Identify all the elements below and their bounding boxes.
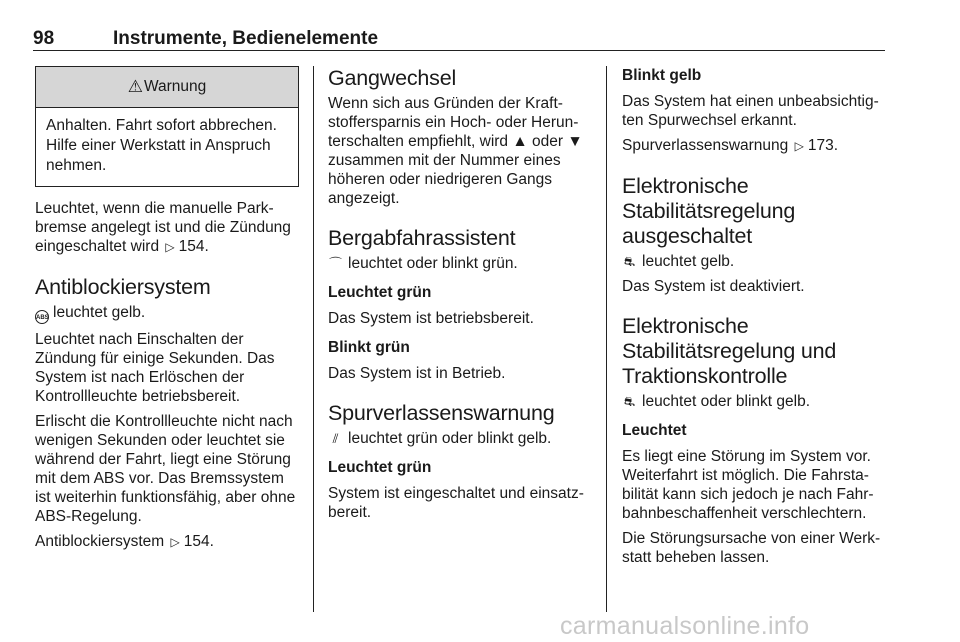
watermark: carmanualsonline.info: [560, 612, 810, 640]
warning-box: [35, 66, 299, 187]
abs-warning-icon: ABS: [35, 310, 49, 324]
section-heading-esp-traction: Elektronische Stabilitätsregelung und Traktionskontrolle: [622, 314, 837, 388]
column-divider: [313, 66, 314, 612]
column-divider: [606, 66, 607, 612]
warning-header: [36, 67, 298, 108]
column-right: [622, 66, 887, 573]
esp-traction-icon: ⛐: [623, 394, 636, 409]
abs-status: ABS leuchtet gelb.: [35, 303, 299, 324]
abs-paragraph-2: Erlischt die Kontrollleuchte nicht nach wenigen Sekunden oder leuchtet sie während der Fahrt, liegt eine Störung mit dem ABS vor. Das Bremssystem ist weiterhin funktionsfähig, aber ohne ABS-Regelung.: [35, 413, 296, 525]
abs-reference: Antiblockiersystem ▷ 154.: [35, 533, 214, 550]
page-reference[interactable]: 154.: [178, 238, 209, 255]
section-heading-hill-descent: Bergabfahrassistent: [328, 226, 516, 250]
section-heading-gear-shift: Gangwechsel: [328, 66, 457, 90]
parking-brake-paragraph: Leuchtet, wenn die manuelle Park-bremse angelegt ist und die Zündung eingeschaltet wird ▷ 154.: [35, 200, 291, 255]
section-heading-abs: Antiblockiersystem: [35, 275, 211, 299]
page-number: 98: [33, 28, 55, 49]
arrow-up-icon: ▲: [512, 133, 528, 150]
chapter-title: Instrumente, Bedienelemente: [113, 28, 379, 49]
page-reference-icon: ▷: [165, 240, 175, 254]
section-heading-esp-off: Elektronische Stabilitätsregelung ausgeschaltet: [622, 174, 796, 248]
page-reference[interactable]: 173.: [807, 137, 839, 154]
lights-text-1: Es liegt eine Störung im System vor. Weiterfahrt ist möglich. Die Fahrsta-bilität kann sich jedoch je nach Fahr-bahnbeschaffenheit verschlechtern.: [622, 448, 874, 522]
hill-descent-icon: ⌒: [328, 256, 342, 271]
flashes-yellow-text: Das System hat einen unbeabsichtig-ten Spurwechsel erkannt.: [622, 93, 879, 129]
page-header: [33, 22, 885, 51]
page-reference[interactable]: 154.: [183, 533, 214, 550]
lane-departure-icon: ⫽: [332, 431, 339, 446]
esp-off-text: Das System ist deaktiviert.: [622, 278, 805, 295]
page-reference-icon: ▷: [794, 139, 804, 153]
lights-green-text-2: System ist eingeschaltet und einsatz-bereit.: [328, 485, 584, 521]
subheading-lights-green-2: Leuchtet grün: [328, 459, 432, 476]
lights-green-text: Das System ist betriebsbereit.: [328, 310, 534, 327]
subheading-lights: Leuchtet: [622, 422, 687, 439]
abs-paragraph-1: Leuchtet nach Einschalten der Zündung für einige Sekunden. Das System ist nach Erlöschen der Kontrollleuchte betriebsbereit.: [35, 331, 275, 405]
warning-text: Anhalten. Fahrt sofort abbrechen. Hilfe einer Werkstatt in Anspruch nehmen.: [46, 117, 277, 174]
warning-triangle-icon: ⚠: [127, 77, 143, 96]
column-middle: [328, 66, 590, 528]
esp-off-icon: ⛐: [623, 254, 636, 269]
subheading-lights-green: Leuchtet grün: [328, 284, 432, 301]
lane-departure-status: ⫽ leuchtet grün oder blinkt gelb.: [328, 429, 590, 448]
section-heading-lane-departure: Spurverlassenswarnung: [328, 401, 555, 425]
page-reference-icon: ▷: [170, 535, 180, 549]
subheading-flashes-green: Blinkt grün: [328, 339, 410, 356]
lights-text-2: Die Störungsursache von einer Werk-statt beheben lassen.: [622, 530, 881, 566]
flashes-green-text: Das System ist in Betrieb.: [328, 365, 506, 382]
hill-descent-status: ⌒ leuchtet oder blinkt grün.: [328, 255, 518, 272]
esp-traction-status: ⛐ leuchtet oder blinkt gelb.: [623, 393, 811, 410]
warning-title: Warnung: [143, 78, 207, 95]
esp-off-status: ⛐ leuchtet gelb.: [623, 253, 735, 270]
column-left: [35, 66, 299, 558]
lane-departure-reference: Spurverlassenswarnung ▷ 173.: [622, 137, 839, 154]
arrow-down-icon: ▼: [567, 133, 583, 150]
gear-shift-paragraph: Wenn sich aus Gründen der Kraft-stoffersparnis ein Hoch- oder Herun-terschalten empfiehlt, wird ▲ oder ▼ zusammen mit der Nummer eines höheren oder niedrigeren Gangs angezeigt.: [328, 95, 583, 207]
subheading-flashes-yellow: Blinkt gelb: [622, 67, 702, 84]
